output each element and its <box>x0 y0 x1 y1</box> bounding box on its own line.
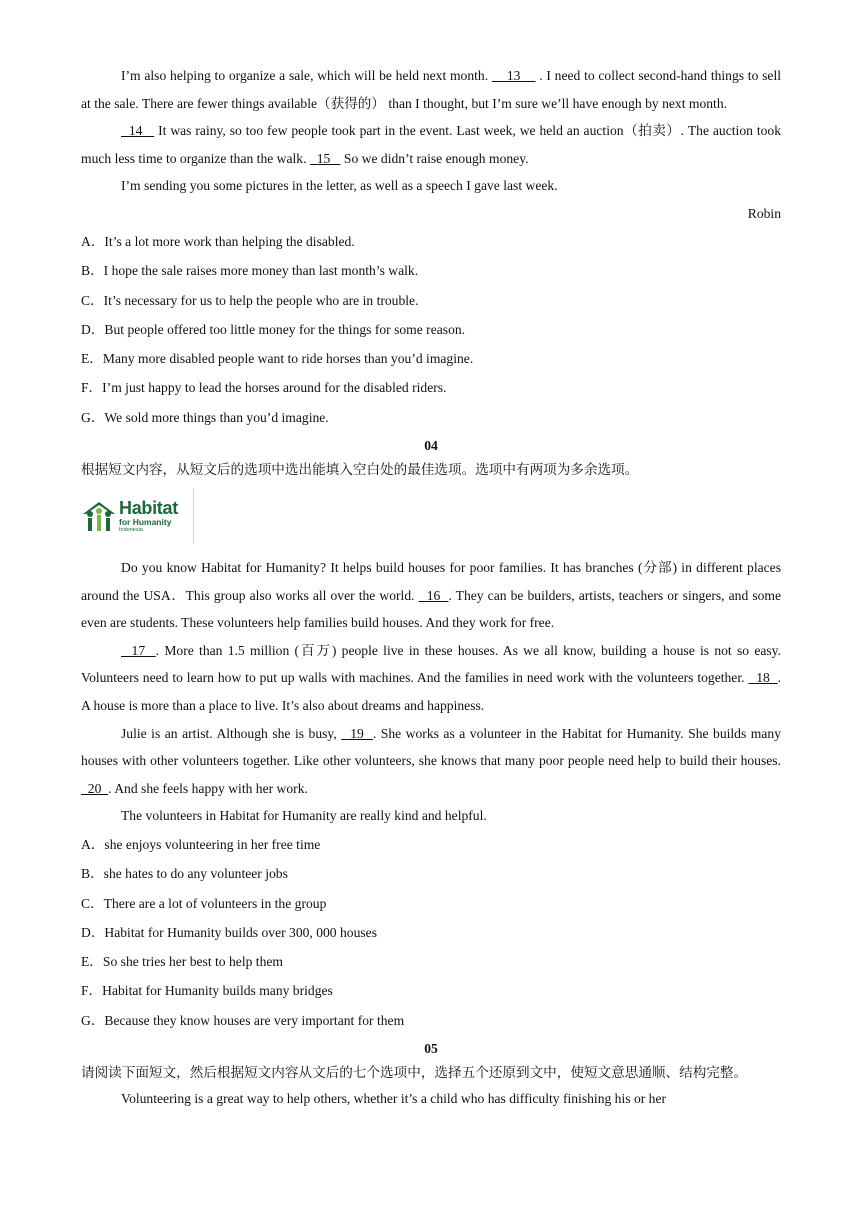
section-instruction: 根据短文内容，从短文后的选项中选出能填入空白处的最佳选项。选项中有两项为多余选项。 <box>81 462 639 478</box>
paragraph-houses <box>81 637 781 720</box>
blank-19[interactable]: 19 <box>341 725 373 741</box>
paragraph-habitat-intro <box>81 554 781 637</box>
blank-15[interactable]: 15 <box>309 150 341 166</box>
option-a: A．It’s a lot more work than helping the disabled. <box>81 233 355 249</box>
text: Julie is an artist. Although she is busy, <box>121 725 342 741</box>
section-instruction: 请阅读下面短文，然后根据短文内容从文后的七个选项中，选择五个还原到文中，使短文意思通顺、结构完整。 <box>81 1065 748 1081</box>
text: . They can be builders, artists, teachers or singers, and some even are students. These volunteers help families build houses. And they work for free. <box>81 587 782 631</box>
blank-16[interactable]: 16 <box>418 587 449 603</box>
signature: Robin <box>747 205 781 221</box>
option-g: G．Because they know houses are very important for them <box>81 1012 405 1028</box>
house-people-icon <box>81 499 117 533</box>
logo-text <box>119 499 178 534</box>
option-e: E．So she tries her best to help them <box>81 954 283 970</box>
option-a: A．she enjoys volunteering in her free time <box>81 836 321 852</box>
blank-18[interactable]: 18 <box>748 670 778 686</box>
habitat-logo <box>81 488 194 544</box>
paragraph-pictures: I’m sending you some pictures in the letter, as well as a speech I gave last week. <box>121 178 558 194</box>
text: . She works as a volunteer in the Habitat for Humanity. She builds many houses with other volunteers together. Like other volunteers, she knows that many poor people need help to build their houses. <box>81 725 781 769</box>
option-c: C．It’s necessary for us to help the people who are in trouble. <box>81 292 419 308</box>
blank-20[interactable]: 20 <box>81 780 109 796</box>
logo-country: Indonesia <box>119 526 143 533</box>
options-list-section3 <box>81 227 781 432</box>
option-d: D．But people offered too little money for the things for some reason. <box>81 321 466 337</box>
section-number: 04 <box>424 438 438 454</box>
paragraph-conclusion: The volunteers in Habitat for Humanity are really kind and helpful. <box>121 808 487 824</box>
paragraph-volunteering: Volunteering is a great way to help others, whether it’s a child who has difficulty finishing his or her <box>121 1091 667 1107</box>
option-b: B．I hope the sale raises more money than last month’s walk. <box>81 263 419 279</box>
text: . And she feels happy with her work. <box>108 780 308 796</box>
options-list-section4 <box>81 830 781 1035</box>
option-f: F．Habitat for Humanity builds many bridges <box>81 983 333 999</box>
text: Do you know Habitat for Humanity? It helps build houses for poor families. It has branches (分部) in different places around the USA．This group also works all over the world. <box>81 560 781 603</box>
document-page <box>81 62 781 1113</box>
logo-subtitle: for Humanity <box>119 516 172 527</box>
option-g: G．We sold more things than you’d imagine. <box>81 409 329 425</box>
option-c: C．There are a lot of volunteers in the group <box>81 895 327 911</box>
text: So we didn’t raise enough money. <box>340 150 529 166</box>
section-number: 05 <box>424 1041 438 1057</box>
text: It was rainy, so too few people took part in the event. Last week, we held an auction（拍卖）. The auction took much less time to organize than the walk. <box>81 123 781 166</box>
option-b: B．she hates to do any volunteer jobs <box>81 866 288 882</box>
option-f: F．I’m just happy to lead the horses around for the disabled riders. <box>81 380 447 396</box>
text: . I need to collect second-hand things to sell at the sale. There are fewer things available（获得的） than I thought, but I’m sure we’ll have enough by next month. <box>81 68 782 111</box>
text: I’m also helping to organize a sale, which will be held next month. <box>121 68 492 83</box>
paragraph-sale <box>81 62 781 117</box>
text: . A house is more than a place to live. It’s also about dreams and happiness. <box>81 670 781 714</box>
option-d: D．Habitat for Humanity builds over 300, 000 houses <box>81 924 378 940</box>
paragraph-julie <box>81 720 781 803</box>
logo-title: Habitat <box>119 497 178 518</box>
paragraph-auction <box>81 117 781 172</box>
text: . More than 1.5 million (百万) people live in these houses. As we all know, building a house is not so easy. Volunteers need to learn how to put up walls with machines. And the families in need work with the volunteers together. <box>81 642 781 686</box>
blank-17[interactable]: 17 <box>121 642 156 658</box>
option-e: E．Many more disabled people want to ride horses than you’d imagine. <box>81 351 474 367</box>
blank-13[interactable]: 13 <box>491 68 536 83</box>
blank-14[interactable]: 14 <box>121 123 155 139</box>
